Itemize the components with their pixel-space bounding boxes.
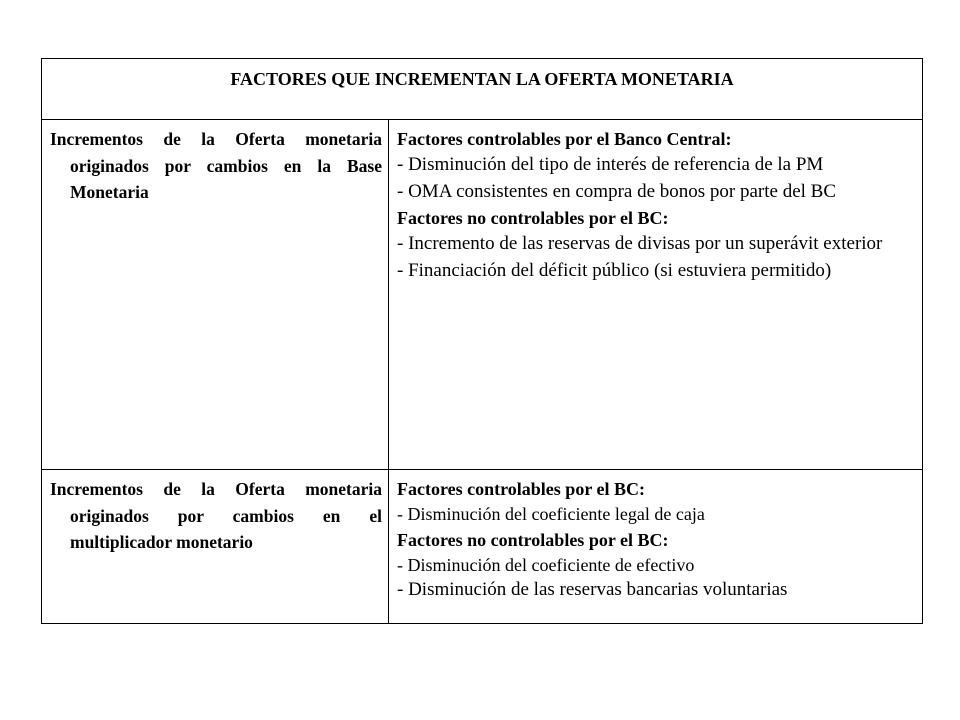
- table-row-multiplicador: [42, 470, 922, 624]
- factor-item: - Incremento de las reservas de divisas por un superávit exterior: [397, 233, 883, 254]
- row-label: Incrementos de la Oferta monetaria originados por cambios en la Base Monetaria: [50, 129, 382, 202]
- row-label: Incrementos de la Oferta monetaria originados por cambios en el multiplicador monetario: [50, 479, 382, 552]
- factor-item: - Disminución del tipo de interés de referencia de la PM: [397, 154, 824, 175]
- factors-cell: [389, 470, 922, 624]
- non-controllable-heading: Factores no controlables por el BC:: [397, 529, 669, 550]
- factor-item: - Disminución de las reservas bancarias voluntarias: [397, 579, 788, 600]
- factor-item: - OMA consistentes en compra de bonos por parte del BC: [397, 180, 837, 202]
- controllable-heading: Factores controlables por el BC:: [397, 479, 645, 499]
- factor-item: - Disminución del coeficiente de efectivo: [397, 554, 695, 575]
- non-controllable-heading: Factores no controlables por el BC:: [397, 208, 669, 228]
- factor-item: - Financiación del déficit público (si estuviera permitido): [397, 259, 832, 281]
- factors-cell: [389, 120, 922, 469]
- row-label-cell: [42, 470, 389, 624]
- row-label-cell: [42, 120, 389, 469]
- factors-table: [41, 58, 923, 624]
- table-title: FACTORES QUE INCREMENTAN LA OFERTA MONETARIA: [42, 59, 922, 120]
- table-row-base-monetaria: [42, 120, 922, 470]
- factor-item: - Disminución del coeficiente legal de caja: [397, 504, 705, 524]
- controllable-heading: Factores controlables por el Banco Central:: [397, 129, 732, 149]
